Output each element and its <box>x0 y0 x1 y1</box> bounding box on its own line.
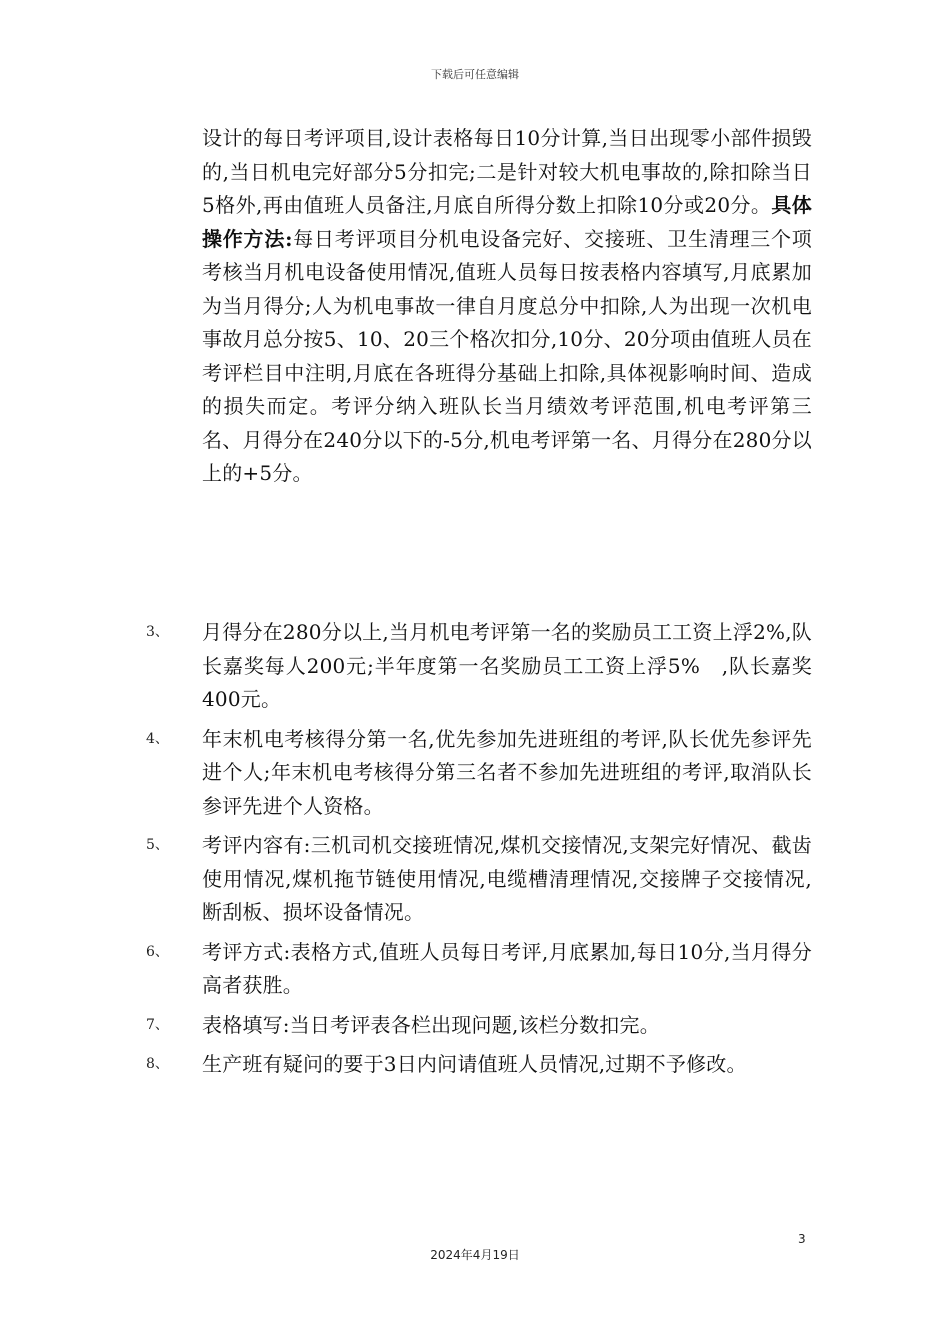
list-item-7 <box>0 1009 950 1043</box>
list-number: 7、 <box>146 1016 169 1033</box>
list-number: 6、 <box>146 943 169 960</box>
list-number: 3、 <box>146 624 169 640</box>
list-item-8 <box>0 1048 950 1082</box>
numbered-list <box>0 616 950 1088</box>
list-item-text: 考评方式:表格方式,值班人员每日考评,月底累加,每日10分,当月得分高者获胜。 <box>202 939 812 997</box>
intro-bold-heading: 具体操作方法: <box>202 193 812 251</box>
intro-text-part2: 每日考评项目分机电设备完好、交接班、卫生清理三个项考核当月机电设备使用情况,值班人员每日按表格内容填写,月底累加为当月得分;人为机电事故一律自月度总分中扣除,人为出现一次机电事故月总分按5、10、20三个格次扣分,10分、20分项由值班人员在考评栏目中注明,月底在各班得分基础上扣除,具体视影响时间、造成的损失而定。考评分纳入班队长当月绩效考评范围,机电考评第三名、月得分在240分以下的-5分,机电考评第一名、月得分在280分以上的+5分。 <box>202 226 813 485</box>
list-item-text: 年末机电考核得分第一名,优先参加先进班组的考评,队长优先参评先进个人;年末机电考核得分第三名者不参加先进班组的考评,取消队长参评先进个人资格。 <box>202 726 812 818</box>
list-item-text: 表格填写:当日考评表各栏出现问题,该栏分数扣完。 <box>202 1012 660 1037</box>
list-item-3 <box>0 616 950 717</box>
intro-text-part1: 设计的每日考评项目,设计表格每日10分计算,当日出现零小部件损毁的,当日机电完好部分5分扣完;二是针对较大机电事故的,除扣除当日5格外,再由值班人员备注,月底自所得分数上扣除10分或20分。 <box>202 126 812 217</box>
page-header: 下载后可任意编辑 <box>431 68 519 81</box>
list-number: 4、 <box>146 730 169 747</box>
list-item-6 <box>0 936 950 1003</box>
list-number: 8、 <box>146 1056 169 1072</box>
body-paragraph <box>202 122 812 491</box>
list-number: 5、 <box>146 837 169 853</box>
page-footer-date: 2024年4月19日 <box>430 1248 520 1262</box>
list-item-text: 月得分在280分以上,当月机电考评第一名的奖励员工工资上浮2%,队长嘉奖每人200元;半年度第一名奖励员工工资上浮5% ,队长嘉奖400元。 <box>202 620 812 711</box>
page-number: 3 <box>798 1232 806 1246</box>
list-item-4 <box>0 723 950 824</box>
list-item-text: 考评内容有:三机司机交接班情况,煤机交接情况,支架完好情况、截齿使用情况,煤机拖节链使用情况,电缆槽清理情况,交接牌子交接情况,断刮板、损坏设备情况。 <box>202 833 812 924</box>
list-item-5 <box>0 829 950 930</box>
list-item-text: 生产班有疑问的要于3日内问请值班人员情况,过期不予修改。 <box>202 1052 747 1076</box>
